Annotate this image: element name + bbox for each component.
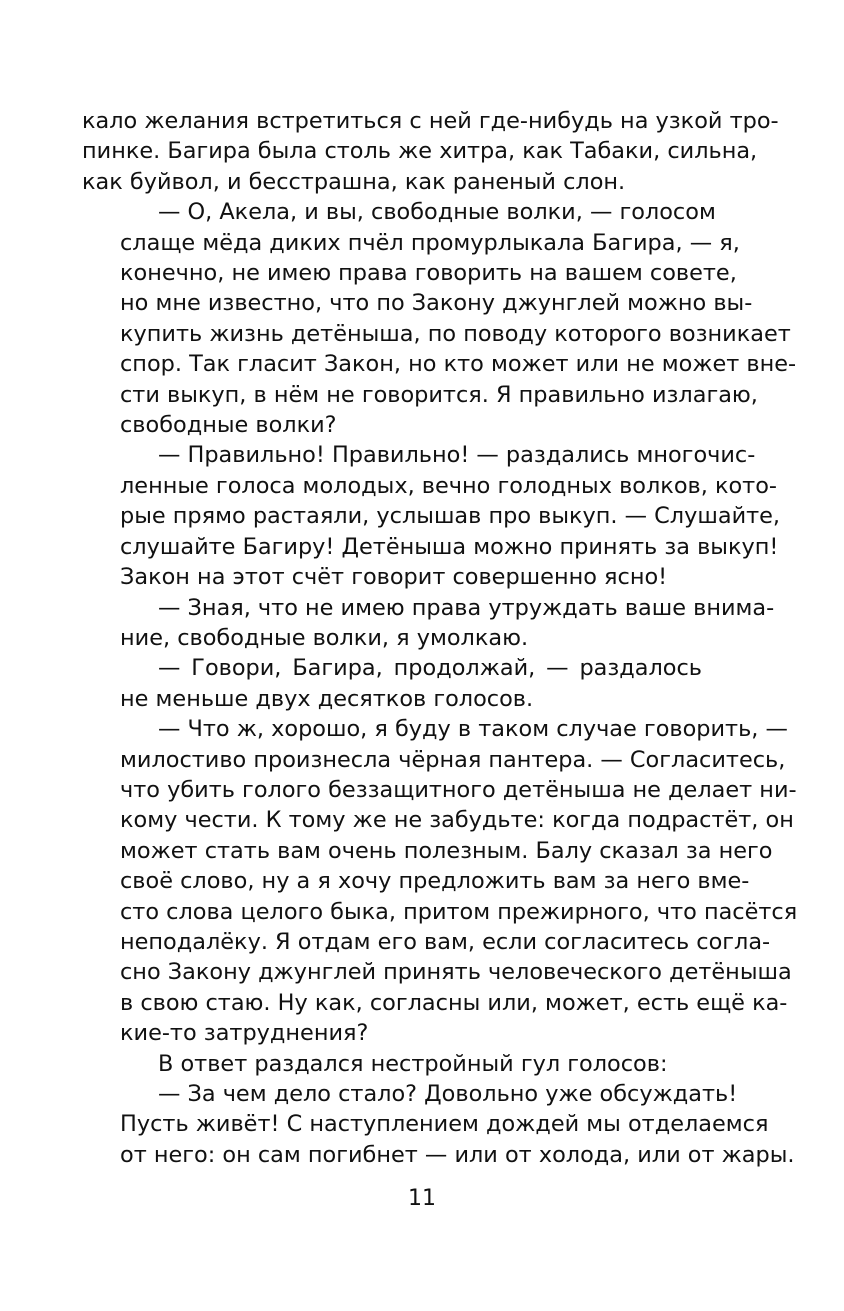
text-line: В ответ раздался нестройный гул голосов: xyxy=(158,1050,668,1077)
text-line: слушайте Багиру! Детёныша можно принять за выкуп! xyxy=(120,533,779,560)
text-line: свободные волки? xyxy=(120,412,337,439)
book-page-body xyxy=(82,106,798,1170)
text-line: — Зная, что не имею права утруждать ваше внима- xyxy=(158,594,775,621)
text-line: кало желания встретиться с ней где-нибудь на узкой тро- xyxy=(82,108,779,134)
text-line: конечно, не имею права говорить на вашем совете, xyxy=(120,260,737,287)
text-line: своё слово, ну а я хочу предложить вам за него вме- xyxy=(120,868,750,895)
text-line: сти выкуп, в нём не говорится. Я правильно излагаю, xyxy=(120,381,758,408)
text-line: может стать вам очень полезным. Балу сказал за него xyxy=(120,837,773,864)
text-line: — За чем дело стало? Довольно уже обсуждать! xyxy=(158,1081,738,1107)
page-number: 11 xyxy=(408,1186,436,1211)
paragraph xyxy=(82,440,781,592)
text-line: кому чести. К тому же не забудьте: когда подрастёт, он xyxy=(120,807,794,834)
text-line: что убить голого беззащитного детёныша не делает ни- xyxy=(120,776,797,803)
text-line: от него: он сам погибнет — или от холода, или от жары. xyxy=(120,1141,795,1168)
text-line: ние, свободные волки, я умолкаю. xyxy=(120,624,529,651)
text-line: рые прямо растаяли, услышав про выкуп. — Слушайте, xyxy=(120,503,781,530)
paragraph xyxy=(82,106,779,197)
text-line: слаще мёда диких пчёл промурлыкала Багира, — я, xyxy=(120,229,740,256)
text-line: — Правильно! Правильно! — раздались многочис- xyxy=(158,442,756,469)
text-line: — Говори, Багира, продолжай, — раздалось xyxy=(158,655,702,682)
text-line: сто слова целого быка, притом прежирного, что пасётся xyxy=(120,898,798,925)
paragraph xyxy=(82,593,775,654)
text-line: как буйвол, и бесстрашна, как раненый слон. xyxy=(82,168,626,195)
paragraph xyxy=(82,197,797,440)
text-line: милостиво произнесла чёрная пантера. — Согласитесь, xyxy=(120,746,786,773)
text-line: — О, Акела, и вы, свободные волки, — голосом xyxy=(158,199,716,226)
text-line: спор. Так гласит Закон, но кто может или не может вне- xyxy=(120,351,797,378)
paragraph xyxy=(82,714,798,1048)
paragraph xyxy=(82,1079,795,1170)
text-line: купить жизнь детёныша, по поводу которого возникает xyxy=(120,320,791,347)
text-line: сно Закону джунглей принять человеческого детёныша xyxy=(120,959,792,986)
paragraph xyxy=(82,653,702,714)
text-line: пинке. Багира была столь же хитра, как Табаки, сильна, xyxy=(82,138,758,165)
text-line: неподалёку. Я отдам его вам, если согласитесь согла- xyxy=(120,928,771,955)
text-line: но мне известно, что по Закону джунглей можно вы- xyxy=(120,290,753,317)
text-line: Пусть живёт! С наступлением дождей мы отделаемся xyxy=(120,1111,769,1138)
text-line: в свою стаю. Ну как, согласны или, может, есть ещё ка- xyxy=(120,989,788,1016)
text-line: — Что ж, хорошо, я буду в таком случае говорить, — xyxy=(158,716,788,743)
text-line: Закон на этот счёт говорит совершенно ясно! xyxy=(120,564,668,591)
paragraph xyxy=(82,1049,702,1079)
text-line: кие-то затруднения? xyxy=(120,1020,369,1047)
text-line: ленные голоса молодых, вечно голодных волков, кото- xyxy=(120,472,778,499)
text-line: не меньше двух десятков голосов. xyxy=(120,685,534,712)
